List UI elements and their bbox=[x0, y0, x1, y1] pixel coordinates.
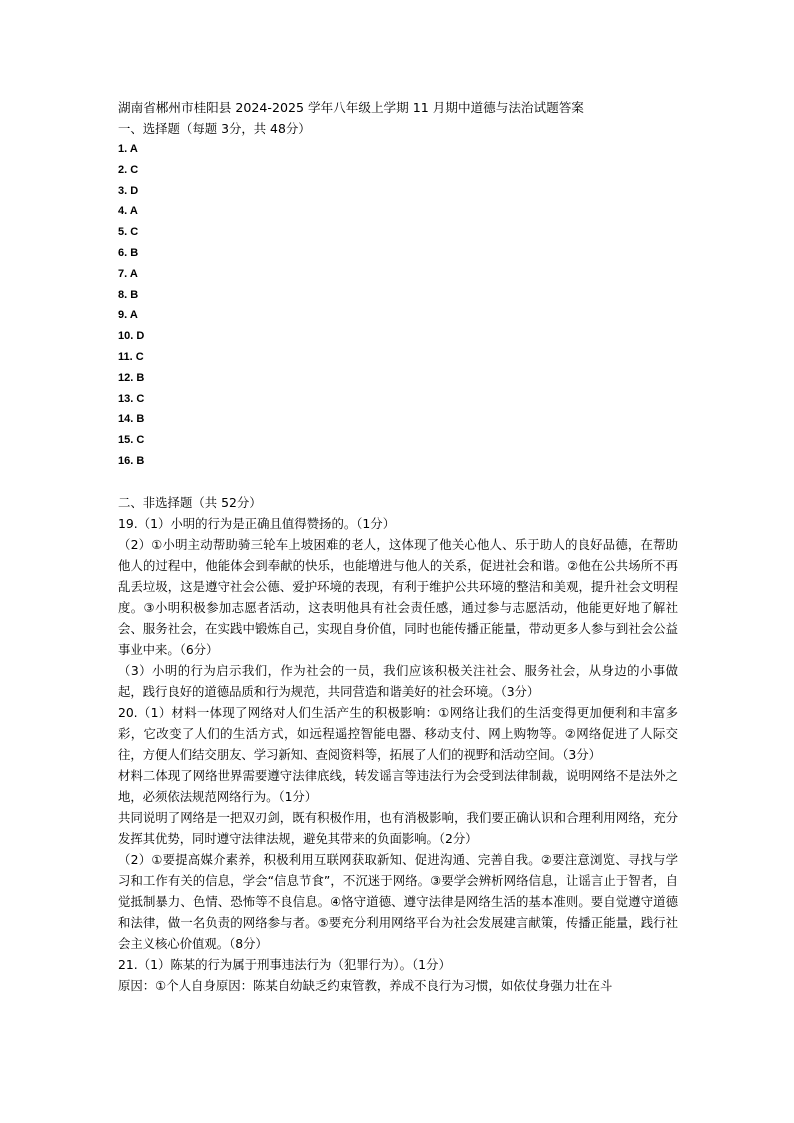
answer-item: 15. C bbox=[118, 434, 145, 447]
answer-paragraph: 21.（1）陈某的行为属于刑事违法行为（犯罪行为）。（1分） bbox=[118, 956, 451, 972]
multiple-choice-answer-list bbox=[118, 139, 678, 472]
answer-item: 2. C bbox=[118, 163, 139, 176]
answer-item: 7. A bbox=[118, 267, 138, 280]
answer-paragraph: 材料二体现了网络世界需要遵守法律底线，转发谣言等违法行为会受到法律制裁，说明网络不是法外之地，必须依法规范网络行为。（1分） bbox=[118, 767, 678, 804]
answer-item: 5. C bbox=[118, 226, 139, 239]
answer-paragraph: （2）①要提高媒介素养，积极利用互联网获取新知、促进沟通、完善自我。②要注意浏览、寻找与学习和工作有关的信息，学会“信息节食”，不沉迷于网络。③要学会辨析网络信息，让谣言止于智者，自觉抵制暴力、色情、恐怖等不良信息。④恪守道德、遵守法律是网络生活的基本准则。要自觉遵守道德和法律，做一名负责的网络参与者。⑤要充分利用网络平台为社会发展建言献策，传播正能量，践行社会主义核心价值观。（8分） bbox=[118, 851, 678, 951]
answer-paragraph: 20.（1）材料一体现了网络对人们生活产生的积极影响：①网络让我们的生活变得更加便利和丰富多彩，它改变了人们的生活方式，如远程遥控智能电器、移动支付、网上购物等。②网络促进了人际交往，方便人们结交朋友、学习新知、查阅资料等，拓展了人们的视野和活动空间。（3分） bbox=[118, 704, 678, 762]
section-heading-multiple-choice: 一、选择题（每题 3分，共 48分） bbox=[118, 121, 311, 136]
answer-item: 12. B bbox=[118, 371, 145, 384]
section-heading-non-multiple-choice: 二、非选择题（共 52分） bbox=[118, 494, 262, 510]
answer-item: 3. D bbox=[118, 184, 139, 197]
answer-item: 4. A bbox=[118, 205, 138, 218]
answer-sheet bbox=[118, 97, 678, 996]
answer-item: 9. A bbox=[118, 309, 138, 322]
answer-item: 6. B bbox=[118, 246, 139, 259]
answer-paragraph: 19.（1）小明的行为是正确且值得赞扬的。（1分） bbox=[118, 515, 396, 531]
answer-paragraph: （2）①小明主动帮助骑三轮车上坡困难的老人，这体现了他关心他人、乐于助人的良好品德，在帮助他人的过程中，他能体会到奉献的快乐，也能增进与他人的关系，促进社会和谐。②他在公共场所不再乱丢垃圾，这是遵守社会公德、爱护环境的表现，有利于维护公共环境的整洁和美观，提升社会文明程度。③小明积极参加志愿者活动，这表明他具有社会责任感，通过参与志愿活动，他能更好地了解社会、服务社会，在实践中锻炼自己，实现自身价值，同时也能传播正能量，带动更多人参与到社会公益事业中来。（6分） bbox=[118, 536, 678, 657]
answer-paragraph: （3）小明的行为启示我们，作为社会的一员，我们应该积极关注社会、服务社会，从身边的小事做起，践行良好的道德品质和行为规范，共同营造和谐美好的社会环境。（3分） bbox=[118, 662, 678, 699]
answer-item: 10. D bbox=[118, 330, 145, 343]
answer-item: 13. C bbox=[118, 392, 145, 405]
answer-item: 14. B bbox=[118, 413, 145, 426]
answer-item: 1. A bbox=[118, 143, 138, 155]
answer-item: 11. C bbox=[118, 350, 144, 363]
answer-paragraph: 原因：①个人自身原因：陈某自幼缺乏约束管教，养成不良行为习惯，如依仗身强力壮在斗 bbox=[118, 977, 613, 993]
answer-item: 16. B bbox=[118, 454, 145, 467]
document-title: 湖南省郴州市桂阳县 2024-2025 学年八年级上学期 11 月期中道德与法治试题答案 bbox=[118, 100, 584, 115]
spacer bbox=[118, 472, 678, 492]
answer-item: 8. B bbox=[118, 288, 139, 301]
answer-paragraph: 共同说明了网络是一把双刃剑，既有积极作用，也有消极影响，我们要正确认识和合理利用网络，充分发挥其优势，同时遵守法律法规，避免其带来的负面影响。（2分） bbox=[118, 809, 678, 846]
